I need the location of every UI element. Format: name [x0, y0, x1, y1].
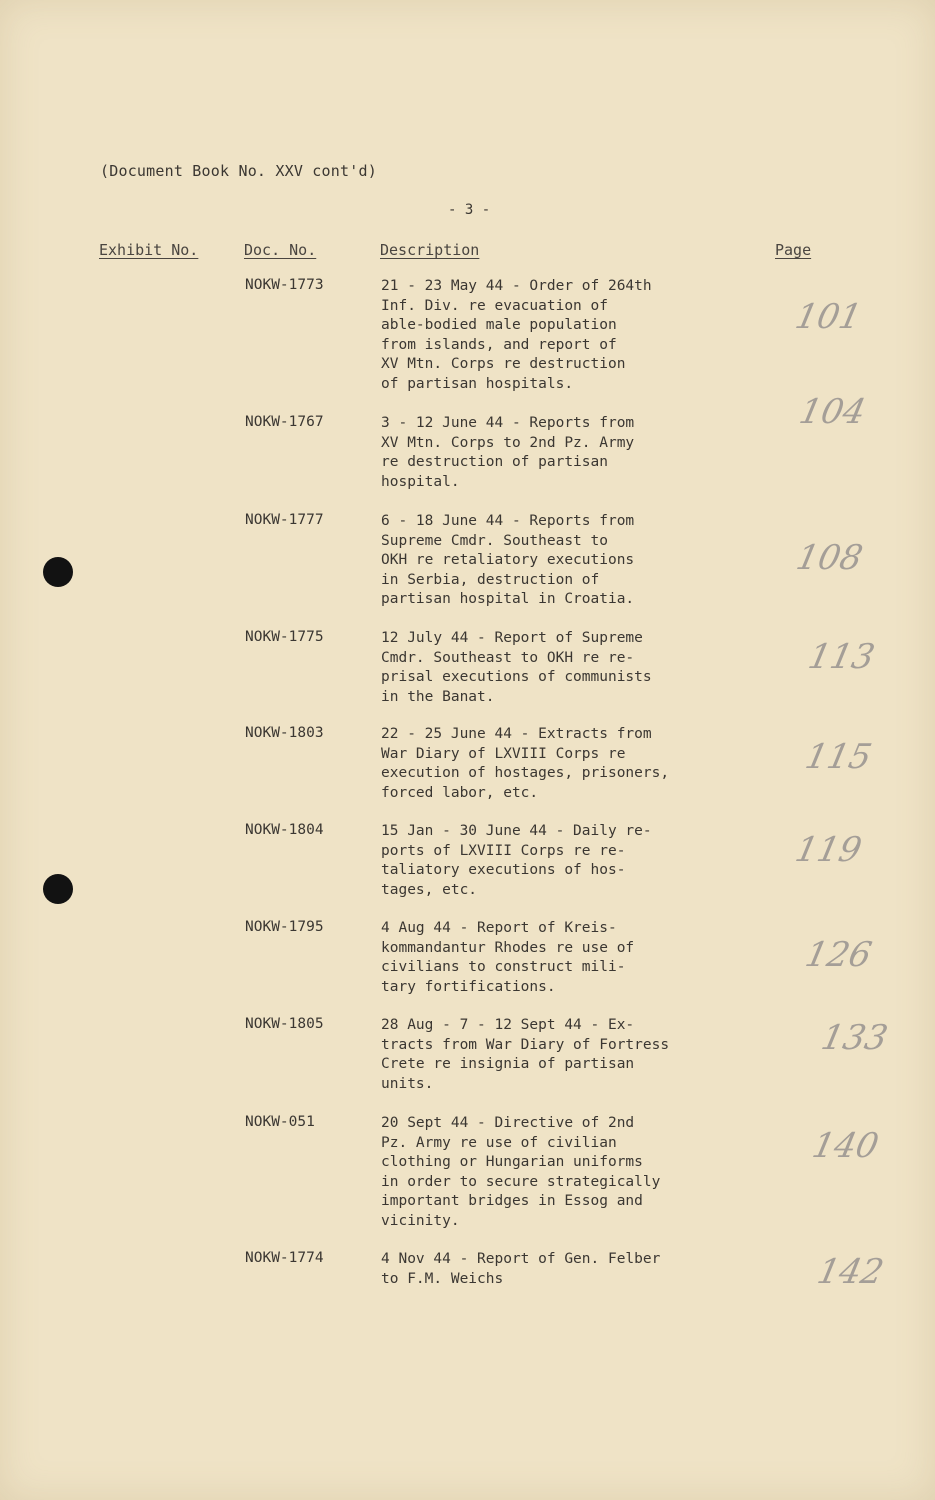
document-book-header: (Document Book No. XXV cont'd)	[100, 162, 377, 180]
description-line: Inf. Div. re evacuation of	[381, 297, 608, 314]
description-line: Cmdr. Southeast to OKH re re-	[381, 649, 635, 666]
doc-number: NOKW-1777	[245, 512, 324, 528]
handwritten-page-number: 133	[817, 1018, 892, 1058]
description-line: ports of LXVIII Corps re re-	[381, 842, 626, 859]
entry-description	[381, 919, 741, 997]
handwritten-page-number: 104	[795, 392, 870, 432]
description-line: of partisan hospitals.	[381, 375, 574, 392]
doc-number: NOKW-1773	[245, 277, 324, 293]
punch-hole	[43, 557, 73, 587]
description-line: important bridges in Essog and	[381, 1193, 643, 1210]
description-line: in order to secure strategically	[381, 1173, 661, 1190]
description-line: Crete re insignia of partisan	[381, 1056, 635, 1073]
description-line: re destruction of partisan	[381, 454, 608, 471]
description-line: Supreme Cmdr. Southeast to	[381, 532, 608, 549]
doc-number: NOKW-051	[245, 1114, 315, 1130]
doc-number: NOKW-1804	[245, 822, 324, 838]
punch-hole	[43, 874, 73, 904]
doc-number: NOKW-1775	[245, 629, 324, 645]
entry-description	[381, 512, 741, 610]
doc-number: NOKW-1774	[245, 1250, 324, 1266]
description-line: XV Mtn. Corps to 2nd Pz. Army	[381, 434, 635, 451]
description-line: 20 Sept 44 - Directive of 2nd	[381, 1115, 635, 1131]
doc-number: NOKW-1767	[245, 414, 324, 430]
description-line: 12 July 44 - Report of Supreme	[381, 630, 643, 646]
description-line: forced labor, etc.	[381, 784, 539, 801]
page-number-mark: - 3 -	[448, 202, 491, 218]
doc-number: NOKW-1795	[245, 919, 324, 935]
entry-description	[381, 725, 741, 803]
entry-description	[381, 822, 741, 900]
description-line: clothing or Hungarian uniforms	[381, 1154, 643, 1171]
description-line: tracts from War Diary of Fortress	[381, 1036, 670, 1053]
column-header-doc-no: Doc. No.	[244, 241, 317, 259]
description-line: Pz. Army re use of civilian	[381, 1134, 617, 1151]
description-line: 4 Aug 44 - Report of Kreis-	[381, 920, 617, 936]
description-line: hospital.	[381, 473, 460, 490]
entry-description	[381, 277, 741, 395]
description-line: 4 Nov 44 - Report of Gen. Felber	[381, 1251, 661, 1267]
column-header-exhibit: Exhibit No.	[99, 241, 199, 259]
description-line: in Serbia, destruction of	[381, 571, 600, 588]
description-line: in the Banat.	[381, 688, 495, 705]
description-line: tages, etc.	[381, 881, 478, 898]
description-line: units.	[381, 1075, 434, 1092]
description-line: partisan hospital in Croatia.	[381, 591, 635, 608]
description-line: civilians to construct mili-	[381, 959, 626, 976]
handwritten-page-number: 126	[801, 935, 876, 975]
entry-description	[381, 629, 741, 707]
description-line: XV Mtn. Corps re destruction	[381, 356, 626, 373]
description-line: execution of hostages, prisoners,	[381, 765, 670, 782]
description-line: 22 - 25 June 44 - Extracts from	[381, 726, 652, 742]
entry-description	[381, 1016, 741, 1094]
description-line: prisal executions of communists	[381, 669, 652, 686]
handwritten-page-number: 142	[813, 1252, 888, 1292]
description-line: 3 - 12 June 44 - Reports from	[381, 415, 635, 431]
description-line: from islands, and report of	[381, 336, 617, 353]
description-line: vicinity.	[381, 1212, 460, 1229]
description-line: 15 Jan - 30 June 44 - Daily re-	[381, 823, 652, 839]
handwritten-page-number: 140	[808, 1126, 883, 1166]
description-line: kommandantur Rhodes re use of	[381, 939, 635, 956]
doc-number: NOKW-1803	[245, 725, 324, 741]
column-header-page: Page	[775, 241, 812, 259]
description-line: to F.M. Weichs	[381, 1270, 504, 1287]
description-line: able-bodied male population	[381, 317, 617, 334]
handwritten-page-number: 101	[791, 297, 866, 337]
description-line: 6 - 18 June 44 - Reports from	[381, 513, 635, 529]
description-line: 28 Aug - 7 - 12 Sept 44 - Ex-	[381, 1017, 635, 1033]
entry-description	[381, 414, 741, 492]
description-line: tary fortifications.	[381, 978, 556, 995]
description-line: taliatory executions of hos-	[381, 862, 626, 879]
entry-description	[381, 1114, 741, 1232]
doc-number: NOKW-1805	[245, 1016, 324, 1032]
description-line: OKH re retaliatory executions	[381, 552, 635, 569]
column-header-description: Description	[380, 241, 480, 259]
handwritten-page-number: 115	[801, 737, 876, 777]
entry-description	[381, 1250, 741, 1289]
handwritten-page-number: 119	[791, 830, 866, 870]
handwritten-page-number: 108	[792, 538, 867, 578]
description-line: War Diary of LXVIII Corps re	[381, 745, 626, 762]
description-line: 21 - 23 May 44 - Order of 264th	[381, 278, 652, 294]
handwritten-page-number: 113	[804, 637, 879, 677]
